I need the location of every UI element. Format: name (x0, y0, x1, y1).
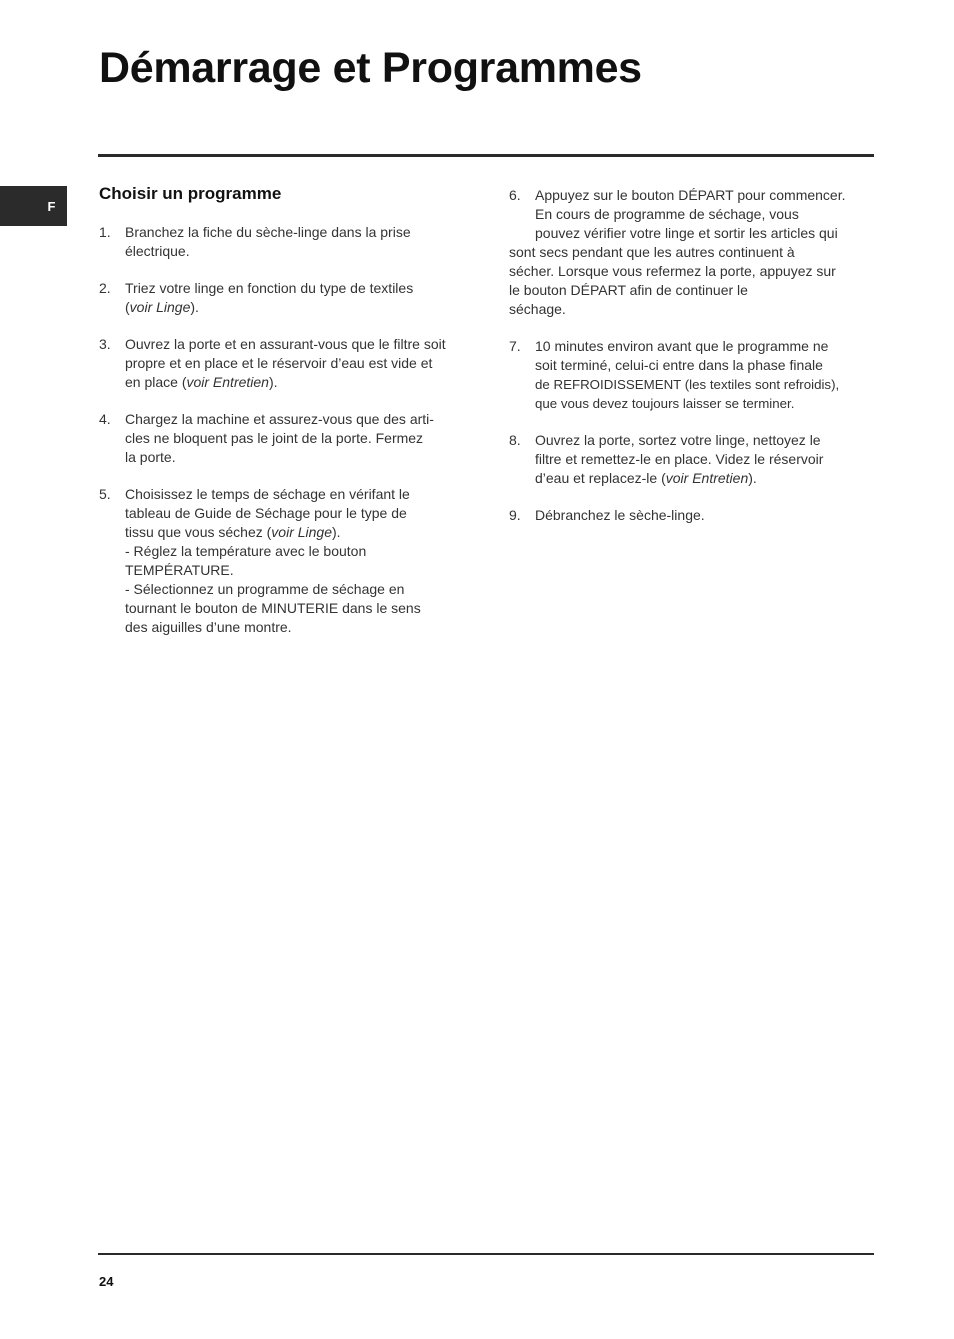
step-text: propre et en place et le réservoir d’eau est vide et (125, 355, 433, 371)
step-text: TEMPÉRATURE. (125, 562, 234, 578)
step-text: Chargez la machine et assurez-vous que des arti- (125, 411, 434, 427)
paren: ( (125, 299, 130, 315)
step-text: de REFROIDISSEMENT (les textiles sont refroidis), (535, 377, 840, 392)
step-text: cles ne bloquent pas le joint de la porte. Fermez (125, 430, 424, 446)
step-text: Triez votre linge en fonction du type de textiles (125, 280, 414, 296)
step-text (125, 523, 463, 542)
step-text: la porte. (125, 449, 176, 465)
step-number: 8. (509, 432, 521, 448)
step-text: tournant le bouton de MINUTERIE dans le sens (125, 600, 421, 616)
step-number: 7. (509, 338, 521, 354)
paren: ). (748, 470, 757, 486)
paren: ). (332, 524, 341, 540)
step-text: que vous devez toujours laisser se terminer. (535, 396, 795, 411)
step-9 (509, 506, 869, 525)
text: en place ( (125, 374, 187, 390)
step-number: 3. (99, 336, 111, 352)
step-text: tableau de Guide de Séchage pour le type de (125, 505, 407, 521)
step-number: 5. (99, 486, 111, 502)
step-5 (99, 485, 463, 637)
step-text: Ouvrez la porte et en assurant-vous que le filtre soit (125, 336, 446, 352)
page-title: Démarrage et Programmes (99, 44, 642, 92)
step-number: 1. (99, 224, 111, 240)
step-text (509, 186, 869, 205)
text: d’eau et replacez-le ( (535, 470, 666, 486)
step-text: soit terminé, celui-ci entre dans la phase finale (535, 357, 823, 373)
page-number: 24 (99, 1274, 114, 1289)
cross-reference-linge: voir Linge (129, 299, 191, 315)
step-text: sont secs pendant que les autres continuent à (509, 244, 795, 260)
paren: ). (268, 374, 278, 390)
step-text (535, 469, 869, 488)
bottom-divider (98, 1253, 874, 1255)
top-divider (98, 154, 874, 157)
step-text: électrique. (125, 243, 190, 259)
paren: ). (190, 299, 199, 315)
step-text: Branchez la fiche du sèche-linge dans la prise (125, 224, 411, 240)
step-number: 2. (99, 280, 111, 296)
step-text: sécher. Lorsque vous refermez la porte, appuyez sur (509, 263, 836, 279)
step-6 (509, 186, 869, 319)
text: Appuyez sur le bouton DÉPART pour commencer. (535, 187, 846, 203)
step-8 (509, 431, 869, 488)
step-text: - Réglez la température avec le bouton (125, 543, 367, 559)
left-column (99, 223, 463, 655)
step-text: séchage. (509, 301, 566, 317)
text: tissu que vous séchez ( (125, 524, 272, 540)
cross-reference-entretien: voir Entretien (665, 470, 749, 486)
section-heading: Choisir un programme (99, 184, 282, 203)
cross-reference-entretien: voir Entretien (186, 374, 269, 390)
step-1 (99, 223, 463, 261)
step-number: 6. (509, 187, 521, 203)
right-column (509, 186, 869, 543)
step-text: des aiguilles d’une montre. (125, 619, 292, 635)
step-text: filtre et remettez-le en place. Videz le réservoir (535, 451, 824, 467)
step-2 (99, 279, 463, 317)
step-text (125, 298, 463, 317)
step-text: 10 minutes environ avant que le programme ne (535, 338, 829, 354)
cross-reference-linge: voir Linge (271, 524, 332, 540)
step-text: Choisissez le temps de séchage en vérifant le (125, 486, 410, 502)
step-text (125, 373, 463, 392)
step-text: En cours de programme de séchage, vous (535, 206, 799, 222)
step-number: 9. (509, 507, 521, 523)
step-text: le bouton DÉPART afin de continuer le (509, 282, 748, 298)
language-tab: F (0, 186, 67, 226)
step-text: Débranchez le sèche-linge. (535, 507, 705, 523)
step-number: 4. (99, 411, 111, 427)
step-7 (509, 337, 869, 413)
step-text: - Sélectionnez un programme de séchage en (125, 581, 405, 597)
step-3 (99, 335, 463, 392)
step-4 (99, 410, 463, 467)
step-text: Ouvrez la porte, sortez votre linge, nettoyez le (535, 432, 821, 448)
step-text: pouvez vérifier votre linge et sortir les articles qui (535, 225, 838, 241)
